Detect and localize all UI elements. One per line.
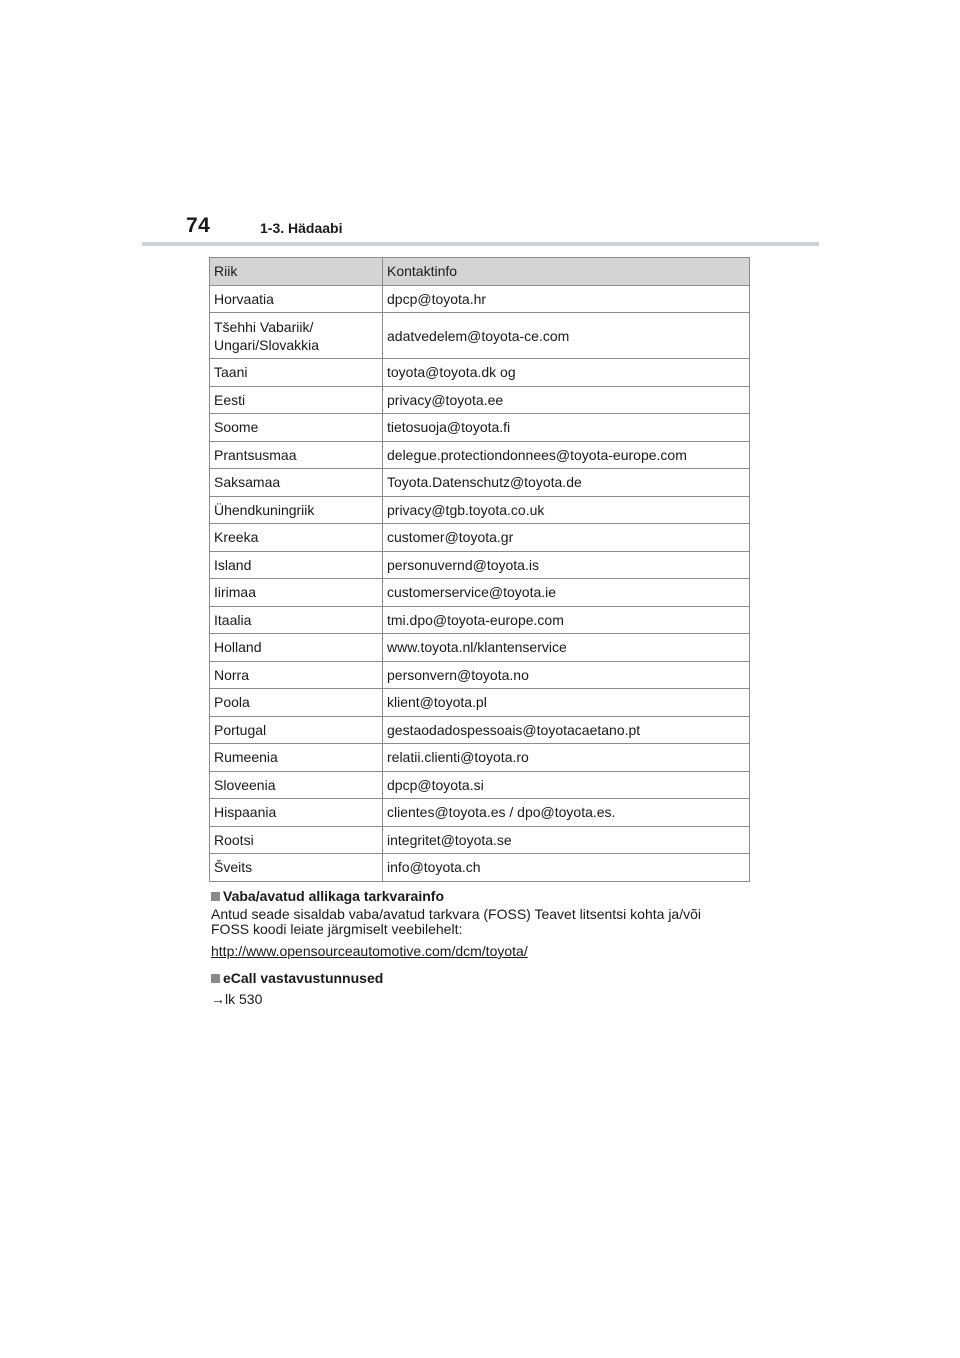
country-cell <box>210 826 383 854</box>
country-name: Šveits <box>214 859 253 876</box>
table-row <box>210 689 750 717</box>
contact-cell: personvern@toyota.no <box>383 661 750 689</box>
table-row <box>210 386 750 414</box>
country-name: Hispaania <box>214 804 277 821</box>
country-cell <box>210 386 383 414</box>
table-body <box>210 285 750 881</box>
contact-cell: toyota@toyota.dk og <box>383 359 750 387</box>
table-row <box>210 441 750 469</box>
column-header-country: Riik <box>210 258 383 286</box>
square-bullet-icon <box>211 892 220 901</box>
country-cell <box>210 854 383 882</box>
table-row <box>210 799 750 827</box>
contact-cell: dpcp@toyota.hr <box>383 285 750 313</box>
country-name: Prantsusmaa <box>214 446 297 463</box>
country-name: Sloveenia <box>214 776 276 793</box>
country-name: Norra <box>214 666 250 683</box>
country-cell <box>210 606 383 634</box>
table-row <box>210 826 750 854</box>
country-name: Itaalia <box>214 611 252 628</box>
foss-link[interactable]: http://www.opensourceautomotive.com/dcm/toyota/ <box>211 943 528 959</box>
country-name: Eesti <box>214 391 246 408</box>
country-cell <box>210 744 383 772</box>
table-row <box>210 579 750 607</box>
country-cell <box>210 771 383 799</box>
contact-table <box>209 257 750 882</box>
country-name: Rumeenia <box>214 749 278 766</box>
country-cell <box>210 469 383 497</box>
contact-cell: customer@toyota.gr <box>383 524 750 552</box>
country-cell <box>210 551 383 579</box>
contact-cell: integritet@toyota.se <box>383 826 750 854</box>
contact-cell: personuvernd@toyota.is <box>383 551 750 579</box>
table-row <box>210 524 750 552</box>
country-cell <box>210 689 383 717</box>
table-row <box>210 313 750 359</box>
contact-cell: customerservice@toyota.ie <box>383 579 750 607</box>
country-cell <box>210 661 383 689</box>
table-row <box>210 414 750 442</box>
table-row <box>210 469 750 497</box>
country-name: Poola <box>214 694 250 711</box>
contact-cell: relatii.clienti@toyota.ro <box>383 744 750 772</box>
table-row <box>210 771 750 799</box>
country-name: Horvaatia <box>214 290 274 307</box>
country-cell <box>210 414 383 442</box>
country-cell <box>210 496 383 524</box>
contact-cell: tietosuoja@toyota.fi <box>383 414 750 442</box>
table-row <box>210 634 750 662</box>
contact-cell: privacy@toyota.ee <box>383 386 750 414</box>
column-header-contact: Kontaktinfo <box>383 258 750 286</box>
country-name: Tšehhi Vabariik/ <box>214 318 314 335</box>
country-name: Soome <box>214 419 259 436</box>
country-name: Ühendkuningriik <box>214 501 315 518</box>
table-row <box>210 359 750 387</box>
country-cell <box>210 716 383 744</box>
table-row <box>210 551 750 579</box>
contact-cell: adatvedelem@toyota-ce.com <box>383 313 750 359</box>
country-name: Iirimaa <box>214 584 257 601</box>
country-name: Ungari/Slovakkia <box>214 336 320 353</box>
contact-cell: privacy@tgb.toyota.co.uk <box>383 496 750 524</box>
foss-text-line: FOSS koodi leiate järgmiselt veebilehelt: <box>211 921 463 937</box>
country-cell <box>210 359 383 387</box>
country-name: Portugal <box>214 721 267 738</box>
country-cell <box>210 799 383 827</box>
square-bullet-icon <box>211 974 220 983</box>
country-name: Holland <box>214 639 262 656</box>
foss-section <box>211 888 701 959</box>
header-divider <box>142 242 819 246</box>
table-row <box>210 854 750 882</box>
table-row <box>210 606 750 634</box>
country-name: Saksamaa <box>214 474 281 491</box>
country-name: Island <box>214 556 252 573</box>
country-name: Rootsi <box>214 831 254 848</box>
country-name: Kreeka <box>214 529 259 546</box>
ecall-reference[interactable]: →lk 530 <box>211 991 263 1007</box>
contact-cell: clientes@toyota.es / dpo@toyota.es. <box>383 799 750 827</box>
contact-cell: info@toyota.ch <box>383 854 750 882</box>
ecall-heading-text: eCall vastavustunnused <box>223 970 384 986</box>
table-row <box>210 661 750 689</box>
foss-text <box>211 907 701 937</box>
foss-heading <box>211 888 701 904</box>
table-header-row <box>210 258 750 286</box>
country-cell <box>210 285 383 313</box>
table-row <box>210 285 750 313</box>
contact-cell: gestaodadospessoais@toyotacaetano.pt <box>383 716 750 744</box>
page-number: 74 <box>186 214 211 237</box>
table-row <box>210 744 750 772</box>
section-title: 1-3. Hädaabi <box>260 220 343 236</box>
contact-cell: delegue.protectiondonnees@toyota-europe.com <box>383 441 750 469</box>
table-row <box>210 496 750 524</box>
country-cell <box>210 441 383 469</box>
contact-cell: www.toyota.nl/klantenservice <box>383 634 750 662</box>
contact-cell: dpcp@toyota.si <box>383 771 750 799</box>
country-cell <box>210 634 383 662</box>
country-cell <box>210 524 383 552</box>
contact-cell: klient@toyota.pl <box>383 689 750 717</box>
foss-heading-text: Vaba/avatud allikaga tarkvarainfo <box>223 888 444 904</box>
country-name: Taani <box>214 364 248 381</box>
ecall-heading <box>211 970 383 986</box>
country-cell <box>210 579 383 607</box>
country-cell <box>210 313 383 359</box>
table-row <box>210 716 750 744</box>
contact-cell: Toyota.Datenschutz@toyota.de <box>383 469 750 497</box>
ecall-section <box>211 970 383 1007</box>
contact-cell: tmi.dpo@toyota-europe.com <box>383 606 750 634</box>
foss-text-line: Antud seade sisaldab vaba/avatud tarkvara (FOSS) Teavet litsentsi kohta ja/või <box>211 906 702 922</box>
